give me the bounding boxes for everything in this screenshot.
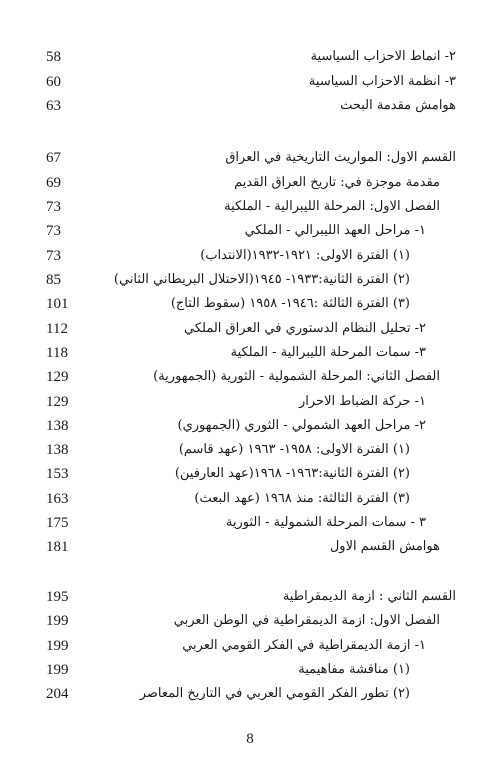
toc-entry-title: هوامش مقدمة البحث: [340, 98, 456, 113]
toc-entry-title: ١- حركة الضباط الاحرار: [298, 394, 426, 409]
toc-entry: [0, 195, 500, 219]
toc-page-number: 153: [46, 466, 69, 482]
toc-page-number: 73: [46, 223, 61, 239]
toc-entry: [0, 94, 500, 118]
toc-entry: [0, 244, 500, 268]
toc-entry-title: ١- مراحل العهد الليبرالي - الملكي: [244, 223, 426, 238]
toc-entry-title: (٢) الفترة الثانية:١٩٦٣- ١٩٦٨(عهد العارفين): [174, 466, 410, 481]
toc-entry-title: ٣- سمات المرحلة الليبرالية - الملكية: [230, 345, 426, 360]
toc-entry: [0, 634, 500, 658]
toc-page-number: 58: [46, 49, 61, 65]
toc-page-number: 63: [46, 98, 61, 114]
toc-entry-title: (٣) الفترة الثالثة :١٩٤٦- ١٩٥٨ (سقوط التاج): [170, 296, 410, 311]
toc-entry-title: (١) الفترة الاولى: ١٩٥٨- ١٩٦٣ (عهد قاسم): [178, 442, 410, 457]
toc-entry-title: (١) مناقشة مفاهيمية: [298, 662, 410, 677]
toc-entry-title: القسم الاول: المواريث التاريخية في العراق: [225, 150, 456, 165]
toc-entry-title: ٣ - سمات المرحلة الشمولية - الثورية: [225, 515, 426, 530]
toc-page-number: 67: [46, 150, 61, 166]
toc-entry: [0, 70, 500, 94]
toc-entry-title: (١) الفترة الاولى: ١٩٢١-١٩٣٢(الانتداب): [200, 248, 410, 263]
toc-entry: [0, 682, 500, 706]
toc-page-number: 204: [46, 686, 69, 702]
toc-entry-title: ٢- مراحل العهد الشمولي - الثوري (الجمهوري): [177, 418, 426, 433]
toc-page-number: 69: [46, 175, 61, 191]
toc-page-number: 175: [46, 515, 69, 531]
toc-entry: [0, 462, 500, 486]
toc-entry-title: ٣- انظمة الاحزاب السياسية: [308, 74, 456, 89]
toc-entry: [0, 45, 500, 69]
toc-page-number: 129: [46, 369, 69, 385]
toc-page-number: 101: [46, 296, 69, 312]
toc-entry-title: الفصل الاول: ازمة الديمقراطية في الوطن العربي: [173, 613, 440, 628]
toc-entry-title: ١- ازمة الديمقراطية في الفكر القومي العربي: [182, 638, 426, 653]
toc-entry: [0, 171, 500, 195]
toc-entry-title: (٢) الفترة الثانية:١٩٣٣- ١٩٤٥(الاحتلال البريطاني الثاني): [113, 272, 410, 287]
toc-entry: [0, 414, 500, 438]
toc-entry-title: الفصل الثاني: المرحلة الشمولية - الثورية (الجمهورية): [153, 369, 440, 384]
toc-entry: [0, 535, 500, 559]
toc-page-number: 181: [46, 539, 69, 555]
toc-page-number: 129: [46, 394, 69, 410]
toc-entry: [0, 219, 500, 243]
toc-page-number: 85: [46, 272, 61, 288]
toc-page-number: 112: [46, 321, 68, 337]
toc-entry: [0, 146, 500, 170]
toc-page-number: 199: [46, 613, 69, 629]
toc-entry: [0, 268, 500, 292]
toc-page-number: 195: [46, 589, 69, 605]
toc-page-number: 199: [46, 662, 69, 678]
toc-entry-title: الفصل الاول: المرحلة الليبرالية - الملكية: [224, 199, 440, 214]
toc-entry: [0, 292, 500, 316]
toc-page-number: 138: [46, 442, 69, 458]
toc-entry: [0, 390, 500, 414]
toc-entry: [0, 609, 500, 633]
toc-entry-title: هوامش القسم الاول: [329, 539, 440, 554]
toc-entry: [0, 511, 500, 535]
toc-page-number: 138: [46, 418, 69, 434]
toc-entry: [0, 438, 500, 462]
toc-entry: [0, 365, 500, 389]
toc-entry-title: (٢) تطور الفكر القومي العربي في التاريخ المعاصر: [139, 686, 410, 701]
toc-entry: [0, 585, 500, 609]
toc-page-number: 60: [46, 74, 61, 90]
toc-entry: [0, 341, 500, 365]
toc-page-number: 199: [46, 638, 69, 654]
toc-page-number: 73: [46, 199, 61, 215]
toc-page-number: 73: [46, 248, 61, 264]
toc-entry-title: ٢- تحليل النظام الدستوري في العراق الملكي: [184, 321, 426, 336]
toc-entry: [0, 317, 500, 341]
toc-entry-title: ٢- انماط الاحزاب السياسية: [310, 49, 456, 64]
toc-entry: [0, 658, 500, 682]
toc-entry-title: القسم الثاني : ازمة الديمقراطية: [282, 589, 456, 604]
page-number: 8: [246, 731, 254, 747]
toc-page-number: 118: [46, 345, 68, 361]
toc-entry: [0, 487, 500, 511]
toc-page-number: 163: [46, 491, 69, 507]
toc-entry-title: (٣) الفترة الثالثة: منذ ١٩٦٨ (عهد البعث): [194, 491, 410, 506]
toc-entry-title: مقدمة موجزة في: تاريخ العراق القديم: [234, 175, 440, 190]
